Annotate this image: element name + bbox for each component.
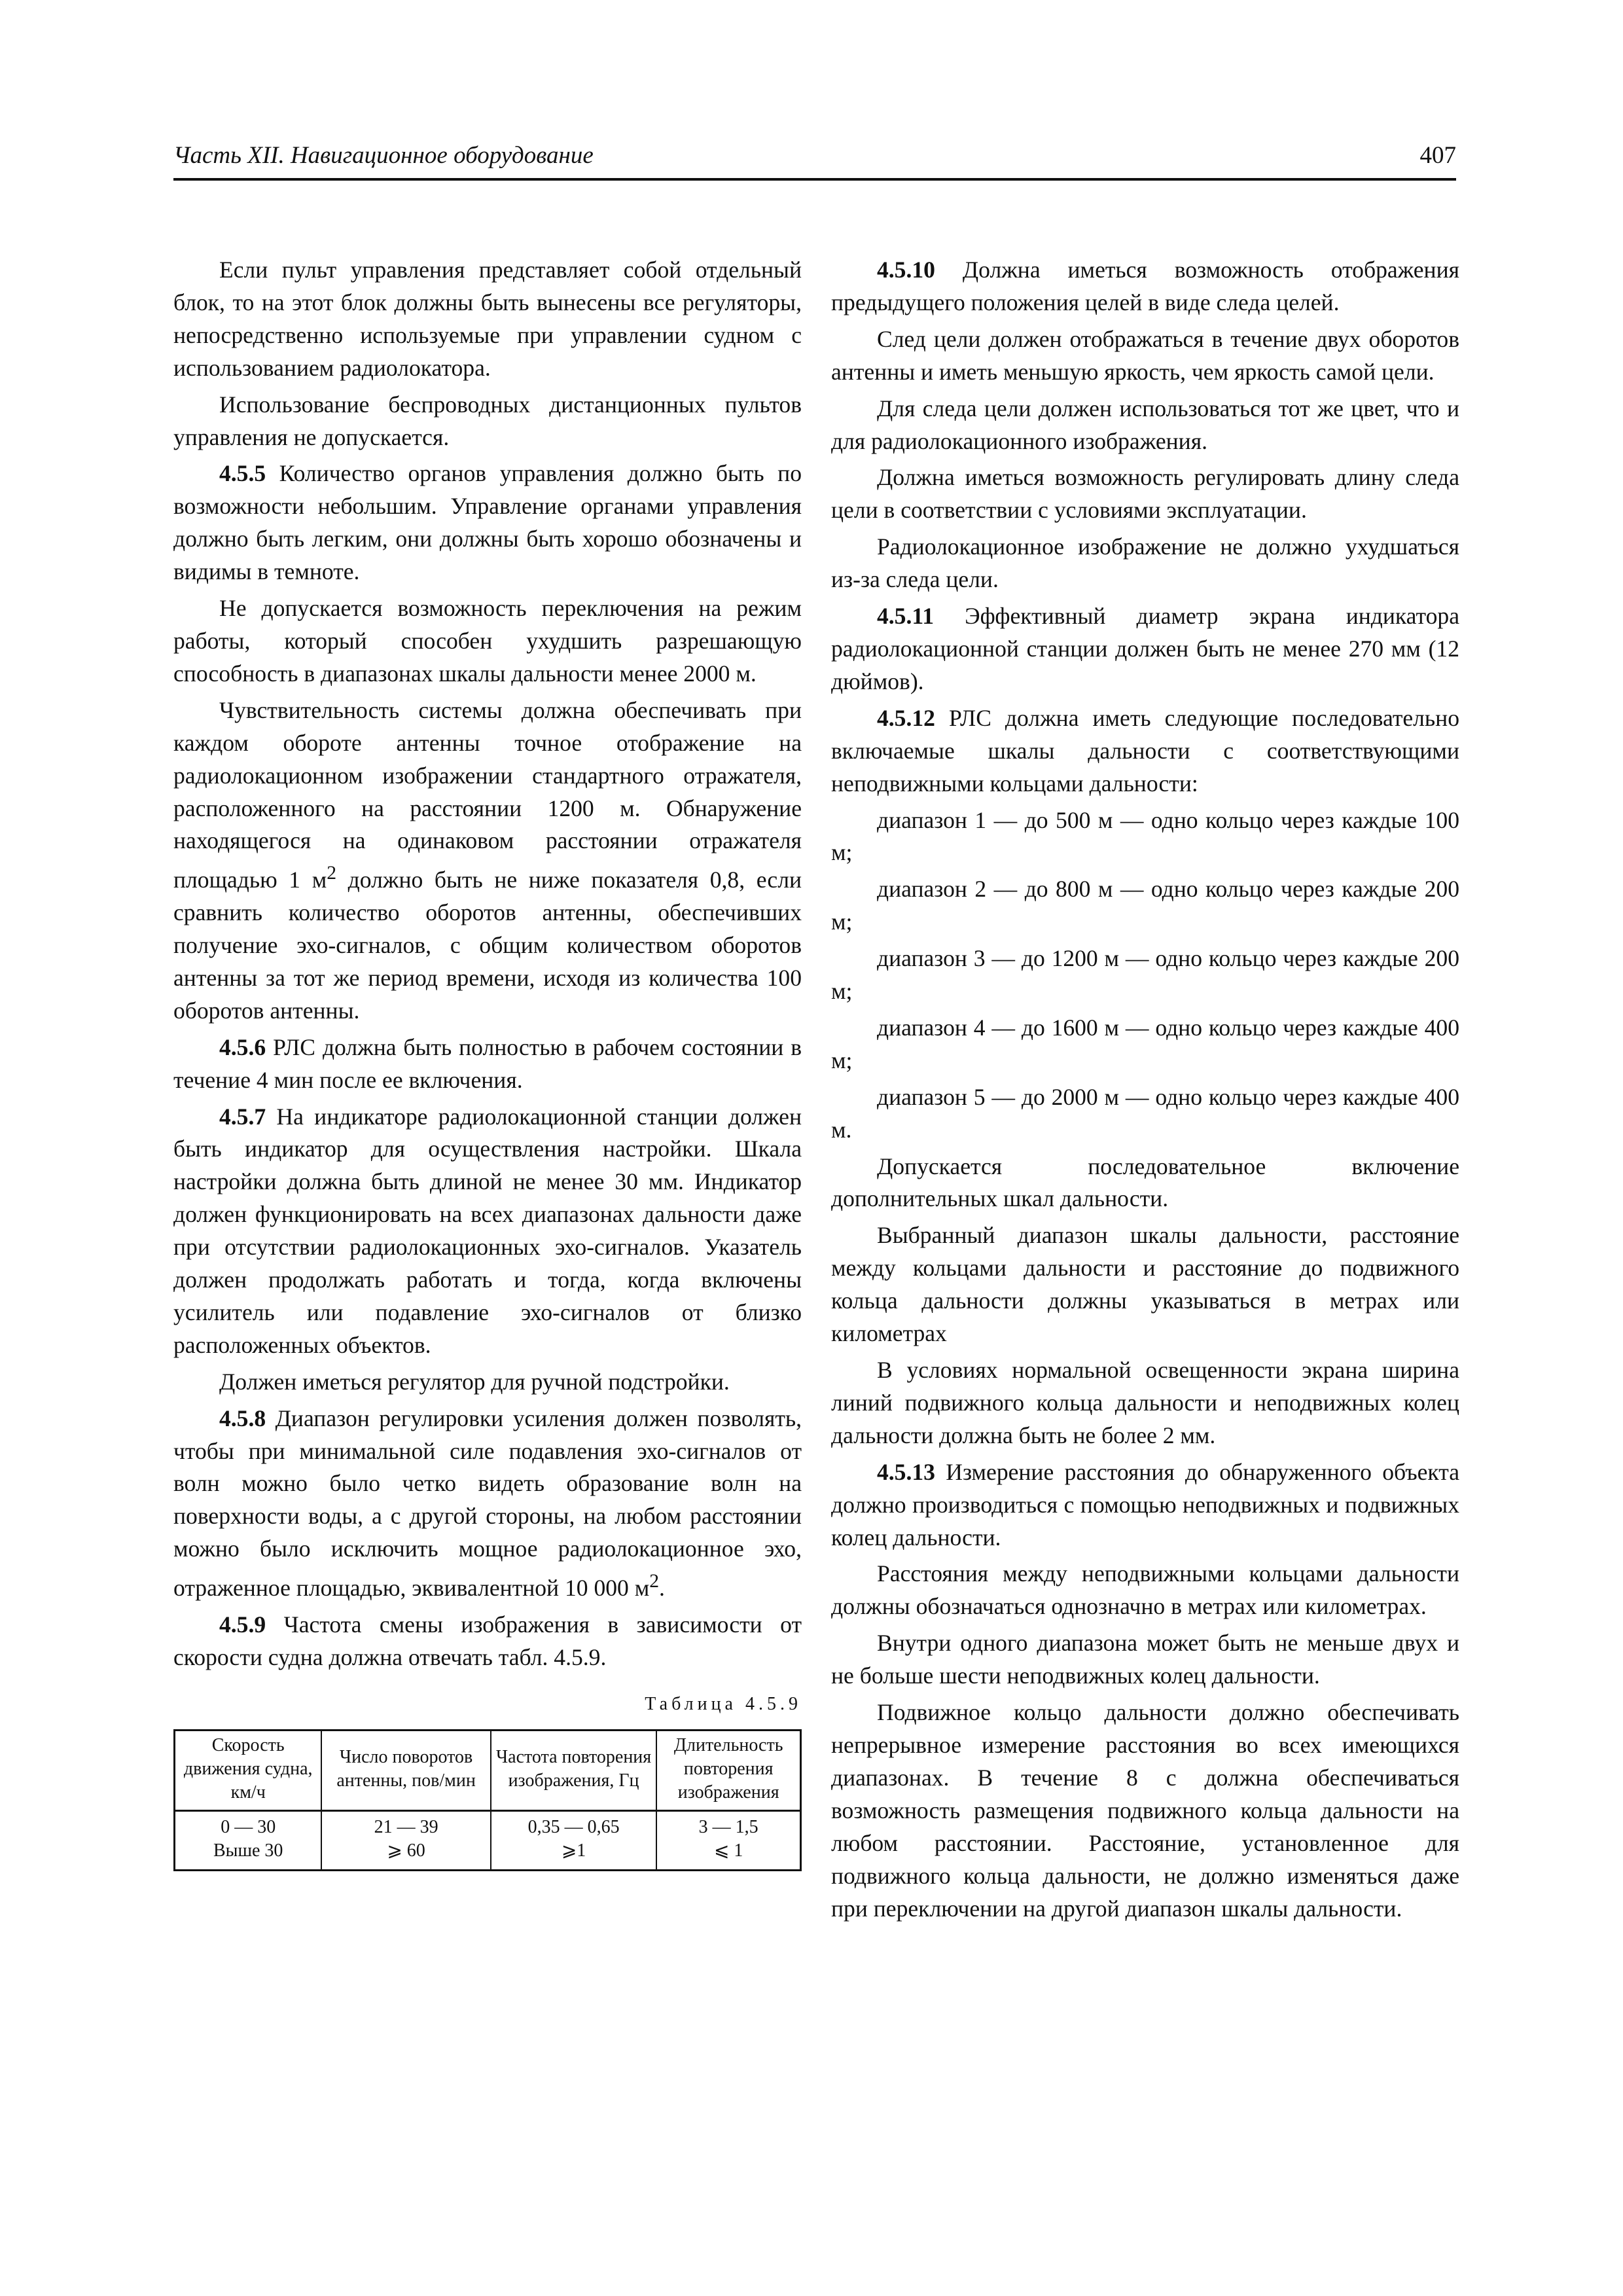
table-row — [175, 1810, 801, 1839]
paragraph: Для следа цели должен использоваться тот же цвет, что и для радиолокационного изображения. — [831, 395, 1459, 454]
right-column — [831, 254, 1459, 1929]
section-number: 4.5.13 — [877, 1458, 935, 1485]
paragraph-text: Количество органов управления должно быть по возможности небольшим. Управление органами управления должно быть легким, они должны быть хорошо обозначены и видимы в темноте. — [173, 460, 802, 585]
paragraph — [173, 1031, 802, 1097]
paragraph-text: На индикаторе радиолокационной станции должен быть индикатор для осуществления настройки. Шкала настройки должна быть длиной не менее 30 мм. Индикатор должен функционировать на всех диапазонах дальности даже при отсутствии радиолокационных эхо-сигналов. Указатель должен продолжать работать и тогда, когда включены усилитель или подавление эхо-сигналов от близко расположенных объектов. — [173, 1103, 802, 1358]
paragraph — [831, 254, 1459, 319]
paragraph-text: Чувствительность системы должна обеспечивать при каждом обороте антенны точное отображение на радиолокационном изображении стандартного отражателя, расположенного на расстоянии 1200 м. Обнаружение находящегося на одинаковом расстоянии отражателя площадью 1 м — [173, 696, 802, 893]
paragraph — [831, 1456, 1459, 1554]
table-header-row — [175, 1730, 801, 1810]
table-cell: Выше 30 — [175, 1839, 322, 1871]
table-row — [175, 1839, 801, 1871]
paragraph: Если пульт управления представляет собой отдельный блок, то на этот блок должны быть вынесены все регуляторы, непосредственно используемые при управлении судном с использованием радиолокатора. — [173, 257, 802, 381]
range-item: диапазон 5 — до 2000 м — одно кольцо через каждые 400 м. — [831, 1083, 1459, 1143]
table-cell: 0,35 — 0,65 — [491, 1810, 657, 1839]
paragraph-text: РЛС должна иметь следующие последовательно включаемые шкалы дальности с соответствующими неподвижными кольцами дальности: — [831, 704, 1459, 797]
paragraph: Выбранный диапазон шкалы дальности, расстояние между кольцами дальности и расстояние до подвижного кольца дальности должны указываться в метрах или километрах — [831, 1222, 1459, 1347]
data-table — [173, 1729, 802, 1871]
page-header — [173, 137, 1456, 181]
table-cell: 21 — 39 — [321, 1810, 490, 1839]
paragraph: Расстояния между неподвижными кольцами дальности должны обозначаться однозначно в метрах или километрах. — [831, 1560, 1459, 1620]
paragraph — [173, 1403, 802, 1605]
paragraph: Должна иметься возможность регулировать длину следа цели в соответствии с условиями эксплуатации. — [831, 464, 1459, 524]
range-item: диапазон 1 — до 500 м — одно кольцо через каждые 100 м; — [831, 806, 1459, 866]
paragraph-text: . — [659, 1575, 665, 1602]
paragraph: Внутри одного диапазона может быть не меньше двух и не больше шести неподвижных колец дальности. — [831, 1630, 1459, 1689]
section-number: 4.5.10 — [877, 257, 935, 283]
paragraph: Использование беспроводных дистанционных пультов управления не допускается. — [173, 391, 802, 450]
running-title: Часть XII. Навигационное оборудование — [173, 142, 594, 169]
section-number: 4.5.7 — [219, 1103, 266, 1130]
table-caption: Таблица 4.5.9 — [645, 1693, 802, 1714]
table-header-cell: Скорость движения судна, км/ч — [175, 1730, 322, 1810]
range-item: диапазон 4 — до 1600 м — одно кольцо через каждые 400 м; — [831, 1014, 1459, 1073]
paragraph: В условиях нормальной освещенности экрана ширина линий подвижного кольца дальности и неподвижных колец дальности должна быть не более 2 мм. — [831, 1357, 1459, 1448]
paragraph: Подвижное кольцо дальности должно обеспечивать непрерывное измерение расстояния во всех имеющихся диапазонах. В течение 8 с должна обеспечиваться возможность размещения подвижного кольца дальности на любом расстоянии. Расстояние, установленное для подвижного кольца дальности, не должно изменяться даже при переключении на другой диапазон шкалы дальности. — [831, 1699, 1459, 1922]
paragraph-text: должно быть не ниже показателя 0,8, если сравнить количество оборотов антенны, обеспечивших получение эхо-сигналов, с общим количеством оборотов антенны за тот же период времени, исходя из количества 100 оборотов антенны. — [173, 867, 802, 1024]
range-item: диапазон 3 — до 1200 м — одно кольцо через каждые 200 м; — [831, 945, 1459, 1005]
page-number: 407 — [1419, 142, 1456, 169]
table-header-cell: Длительность повторения изображения — [656, 1730, 800, 1810]
section-number: 4.5.9 — [219, 1611, 266, 1638]
table-cell: ⩾ 60 — [321, 1839, 490, 1871]
paragraph — [173, 457, 802, 588]
table-cell: 0 — 30 — [175, 1810, 322, 1839]
section-number: 4.5.12 — [877, 704, 935, 731]
left-column — [173, 254, 802, 1871]
paragraph-text: Эффективный диаметр экрана индикатора радиолокационной станции должен быть не менее 270 мм (12 дюймов). — [831, 603, 1459, 694]
superscript: 2 — [327, 863, 337, 884]
section-number: 4.5.8 — [219, 1405, 266, 1431]
section-number: 4.5.11 — [877, 603, 934, 630]
paragraph — [173, 1609, 802, 1674]
paragraph-text: Измерение расстояния до обнаруженного объекта должно производиться с помощью неподвижных и подвижных колец дальности. — [831, 1458, 1459, 1551]
paragraph — [831, 702, 1459, 800]
paragraph — [173, 694, 802, 1028]
table-header-cell: Частота повторения изображения, Гц — [491, 1730, 657, 1810]
paragraph: След цели должен отображаться в течение двух оборотов антенны и иметь меньшую яркость, чем яркость самой цели. — [831, 325, 1459, 385]
paragraph-text: РЛС должна быть полностью в рабочем состоянии в течение 4 мин после ее включения. — [173, 1033, 802, 1093]
paragraph: Радиолокационное изображение не должно ухудшаться из-за следа цели. — [831, 533, 1459, 593]
paragraph: Должен иметься регулятор для ручной подстройки. — [219, 1368, 730, 1395]
section-number: 4.5.5 — [219, 460, 266, 487]
paragraph — [831, 600, 1459, 698]
paragraph — [173, 1101, 802, 1362]
paragraph-text: Диапазон регулировки усиления должен позволять, чтобы при минимальной силе подавления эхо-сигналов от волн можно было четко видеть образование волн на поверхности воды, а с другой стороны, на любом расстоянии можно было исключить мощное радиолокационное эхо, отраженное площадью, эквивалентной 10 000 м — [173, 1405, 802, 1602]
table-cell: ⩽ 1 — [656, 1839, 800, 1871]
paragraph: Допускается последовательное включение дополнительных шкал дальности. — [831, 1153, 1459, 1212]
paragraph: Не допускается возможность переключения на режим работы, который способен ухудшить разрешающую способность в диапазонах шкалы дальности менее 2000 м. — [173, 595, 802, 687]
paragraph-text: Частота смены изображения в зависимости от скорости судна должна отвечать табл. 4.5.9. — [173, 1611, 802, 1670]
paragraph-text: Должна иметься возможность отображения предыдущего положения целей в виде следа целей. — [831, 257, 1459, 315]
table-cell: ⩾1 — [491, 1839, 657, 1871]
table-header-cell: Число поворотов антенны, пов/мин — [321, 1730, 490, 1810]
section-number: 4.5.6 — [219, 1033, 266, 1060]
range-item: диапазон 2 — до 800 м — одно кольцо через каждые 200 м; — [831, 876, 1459, 935]
table-cell: 3 — 1,5 — [656, 1810, 800, 1839]
superscript: 2 — [649, 1571, 660, 1592]
